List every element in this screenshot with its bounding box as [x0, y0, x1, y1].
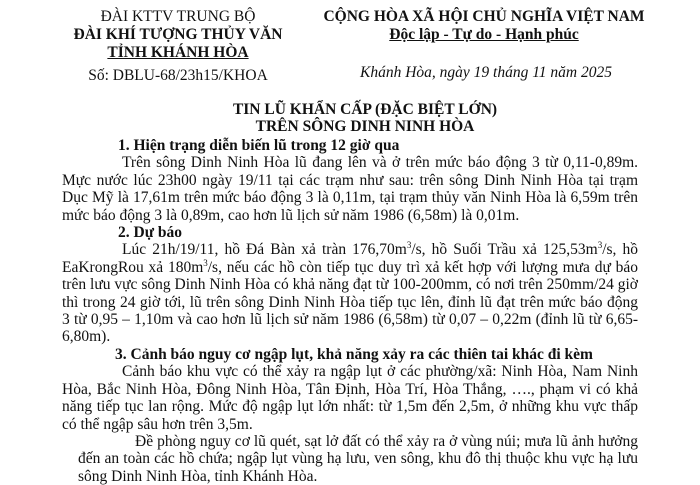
agency-header: [60, 8, 296, 85]
superscript: 3: [203, 257, 208, 268]
superscript: 3: [597, 240, 603, 251]
section-3-paragraph-1: Cảnh báo khu vực có thể xảy ra ngập lụt ở các phường/xã: Ninh Hòa, Nam Ninh Hòa, Bắc Ninh Hòa, Đông Ninh Hòa, Tân Định, Hòa Trí, Hòa Thắng, …., phạm vi có khả năng tiếp tục lan rộng. Mức độ ngập lụt lớn nhất: từ 1,5m đến 2,5m, ở những khu vực thấp có thể ngập sâu hơn trên 3,5m.: [62, 363, 638, 433]
section-2-paragraph: [62, 241, 638, 345]
document-number: Số: DBLU-68/23h15/KHOA: [88, 67, 268, 84]
agency-province: TỈNH KHÁNH HÒA: [107, 44, 249, 61]
national-title: CỘNG HÒA XÃ HỘI CHỦ NGHĨA VIỆT NAM: [323, 8, 645, 25]
section-2-heading: 2. Dự báo: [118, 224, 182, 242]
title-line-1: TIN LŨ KHẨN CẤP (ĐẶC BIỆT LỚN): [232, 101, 498, 118]
text-run: /s, nếu các hồ còn tiếp tục duy trì xả kết hợp với lượng mưa dự báo trên lưu vực sông Dinh Ninh Hòa có khả năng đạt từ 100-200mm, có nơi trên 250mm/24 giờ thì trong 24 giờ tới, lũ trên sông Dinh Ninh Hòa tiếp tục lên, đỉnh lũ đạt trên mức báo động 3 từ 0,95 – 1,10m và cao hơn lũ lịch sử năm 1986 (6,58m) từ 0,07 – 0,22m (đỉnh lũ từ 6,65-6,80m).: [62, 258, 638, 346]
text-run: /s, hồ Suối Trầu xả 125,53m: [411, 241, 598, 259]
document-body: [62, 137, 638, 485]
national-header: [316, 8, 652, 82]
section-1-paragraph: Trên sông Dinh Ninh Hòa lũ đang lên và ở trên mức báo động 3 từ 0,11-0,89m. Mực nước lúc 23h00 ngày 19/11 tại các trạm như sau: trên sông Dinh Ninh Hòa tại trạm Dục Mỹ là 17,61m trên mức báo động 3 là 0,11m, tại trạm thủy văn Ninh Hòa là 6,59m trên mức báo động 3 là 0,89m, cao hơn lũ lịch sử năm 1986 (6,58m) là 0,01m.: [62, 154, 638, 224]
text-run: Lúc 21h/19/11, hồ Đá Bàn xả tràn 176,70m: [122, 241, 407, 259]
section-3-paragraph-2: Đề phòng nguy cơ lũ quét, sạt lở đất có thể xảy ra ở vùng núi; mưa lũ ảnh hưởng đến an toàn các hồ chứa; ngập lụt vùng hạ lưu, ven sông, khu đô thị thuộc khu vực hạ lưu sông Dinh Ninh Hòa, tỉnh Khánh Hòa.: [78, 432, 638, 485]
title-line-2: TRÊN SÔNG DINH NINH HÒA: [255, 118, 475, 135]
text-run: /s, hồ EaKrongRou xả 180m: [62, 241, 638, 276]
superscript: 3: [406, 240, 412, 251]
section-1-heading: 1. Hiện trạng diễn biến lũ trong 12 giờ qua: [118, 137, 400, 154]
section-3-heading: 3. Cảnh báo nguy cơ ngập lụt, khả năng xảy ra các thiên tai khác đi kèm: [115, 345, 593, 363]
document-title: [0, 101, 700, 135]
document-date: Khánh Hòa, ngày 19 tháng 11 năm 2025: [359, 64, 612, 81]
parent-agency: ĐÀI KTTV TRUNG BỘ: [100, 8, 256, 25]
national-motto: Độc lập - Tự do - Hạnh phúc: [389, 26, 579, 43]
agency-name: ĐÀI KHÍ TƯỢNG THỦY VĂN: [73, 26, 283, 43]
